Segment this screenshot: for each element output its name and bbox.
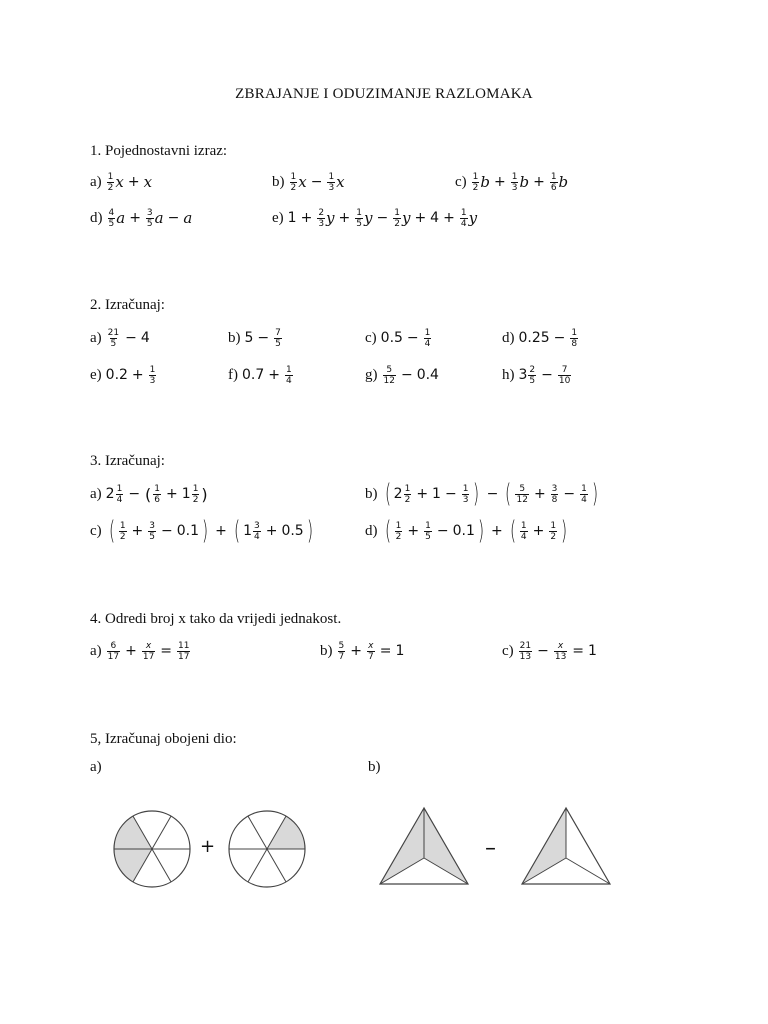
q4-item-b: b) $\frac{5}{7}$ + $\frac{x}{7}$ = 1 [320,640,405,662]
q4-item-a: a) $\frac{6}{17}$ + $\frac{x}{17}$ = $\frac{11}{17}$ [90,640,190,662]
q2-item-b: b) 5 − $\frac{7}{5}$ [228,327,281,349]
item-label: a) [90,642,102,659]
question-4-heading: 4. Odredi broj x tako da vrijedi jednakost. [90,611,342,627]
q2-item-d: d) 0.25 − $\frac{1}{8}$ [502,327,578,349]
item-label: a) [90,173,102,190]
item-label: b) [228,329,241,346]
item-label: a) [90,485,102,502]
q1-item-d: d) $\frac{4}{5}$ a + $\frac{3}{5}$ a − a [90,207,193,229]
q5-label-a: a) [90,759,102,775]
minus-sign: – [485,836,496,861]
item-label: h) [502,366,515,383]
item-label: e) [272,209,284,226]
item-label: d) [365,522,378,539]
q1-item-c: c) $\frac{1}{2}$ b + $\frac{1}{3}$ b + $\frac{1}{6}$ b [455,171,569,193]
item-label: f) [228,366,238,383]
q1-item-e: e) 1 + $\frac{2}{3}$ y + $\frac{1}{5}$ y − $\frac{1}{2}$ y + 4 + $\frac{1}{4}$ y [272,207,478,229]
shaded-circle-left [106,803,198,895]
item-label: c) [502,642,514,659]
shaded-circle-right [221,803,313,895]
shaded-triangle-right [518,800,614,888]
q3-item-d: d) ( $\frac{1}{2}$ + $\frac{1}{5}$ − 0.1 ) + ( $\frac{1}{4}$ + $\frac{1}{2}$ ) [365,516,568,546]
q2-item-g: g) $\frac{5}{12}$ − 0.4 [365,364,439,386]
question-1-heading: 1. Pojednostavni izraz: [90,143,228,159]
question-3-heading: 3. Izračunaj: [90,453,165,469]
plus-sign: + [200,836,216,857]
shaded-triangle-left [376,800,472,888]
item-label: c) [90,522,102,539]
item-label: d) [90,209,103,226]
question-5-heading: 5, Izračunaj obojeni dio: [90,731,237,747]
page-title: ZBRAJANJE I ODUZIMANJE RAZLOMAKA [235,86,533,102]
item-label: c) [455,173,467,190]
q2-item-h: h) 3 $\frac{2}{5}$ − $\frac{7}{10}$ [502,364,571,386]
question-2-heading: 2. Izračunaj: [90,297,165,313]
item-label: b) [320,642,333,659]
q4-item-c: c) $\frac{21}{13}$ − $\frac{x}{13}$ = 1 [502,640,597,662]
item-label: g) [365,366,378,383]
item-label: b) [365,485,378,502]
q2-item-c: c) 0.5 − $\frac{1}{4}$ [365,327,431,349]
item-label: e) [90,366,102,383]
item-label: a) [90,329,102,346]
item-label: d) [502,329,515,346]
q1-item-a: a) $\frac{1}{2}$ x + x [90,171,153,193]
q2-item-e: e) 0.2 + $\frac{1}{3}$ [90,364,156,386]
q1-item-b: b) $\frac{1}{2}$ x − $\frac{1}{3}$ x [272,171,345,193]
item-label: c) [365,329,377,346]
q3-item-a: a) 2 $\frac{1}{4}$ − ( $\frac{1}{6}$ + 1 $\frac{1}{2}$ ) [90,483,208,505]
q5-label-b: b) [368,759,381,775]
q2-item-a: a) $\frac{21}{5}$ − 4 [90,327,150,349]
q3-item-b: b) ( 2 $\frac{1}{2}$ + 1 − $\frac{1}{3}$ ) − ( $\frac{5}{12}$ + $\frac{3}{8}$ − $\frac{1}{4}$ ) [365,479,598,509]
q2-item-f: f) 0.7 + $\frac{1}{4}$ [228,364,292,386]
item-label: b) [272,173,285,190]
q3-item-c: c) ( $\frac{1}{2}$ + $\frac{3}{5}$ − 0.1 ) + ( 1 $\frac{3}{4}$ + 0.5 ) [90,516,313,546]
